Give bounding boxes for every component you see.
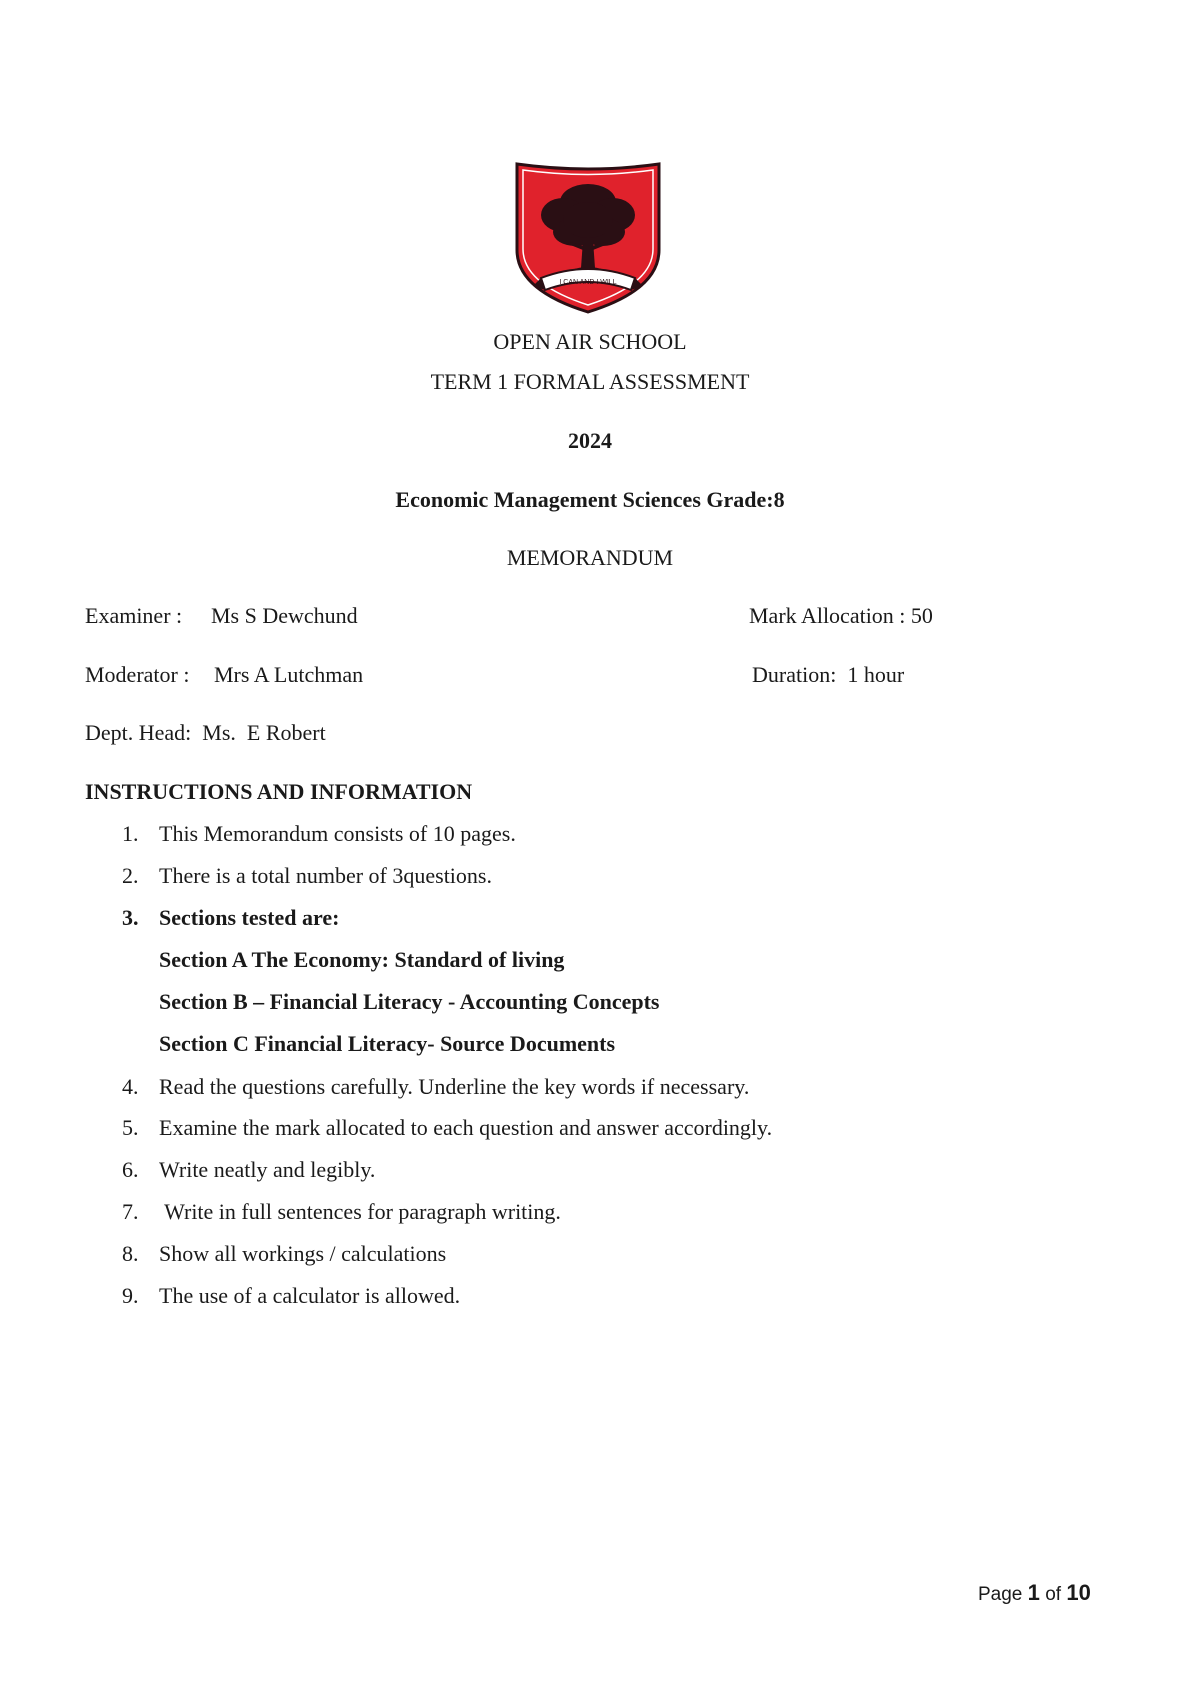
section-a: Section A The Economy: Standard of living (159, 947, 565, 972)
of-word: of (1045, 1584, 1062, 1605)
moderator-label: Moderator : (85, 662, 190, 687)
list-text: This Memorandum consists of 10 pages. (159, 821, 516, 846)
crest-motto: I CAN AND I WILL (559, 279, 617, 286)
list-text: Read the questions carefully. Underline the key words if necessary. (159, 1074, 750, 1099)
list-number: 2. (122, 863, 139, 888)
list-number: 8. (122, 1241, 139, 1266)
list-text: Show all workings / calculations (159, 1241, 447, 1266)
list-text: Write in full sentences for paragraph writing. (159, 1199, 561, 1224)
section-b: Section B – Financial Literacy - Accounting Concepts (159, 989, 660, 1014)
school-crest-icon (513, 160, 663, 315)
instructions-heading: INSTRUCTIONS AND INFORMATION (85, 779, 473, 804)
examiner-label: Examiner : (85, 603, 183, 628)
moderator-name: Mrs A Lutchman (214, 662, 364, 687)
list-text: Write neatly and legibly. (159, 1157, 376, 1182)
list-text: There is a total number of 3questions. (159, 863, 492, 888)
total-pages: 10 (1066, 1580, 1091, 1605)
list-number: 4. (122, 1074, 139, 1099)
page-number (978, 1581, 1091, 1607)
section-c: Section C Financial Literacy- Source Documents (159, 1031, 616, 1056)
page-word: Page (978, 1584, 1023, 1605)
assessment-title: TERM 1 FORMAL ASSESSMENT (430, 369, 750, 394)
document-type: MEMORANDUM (506, 545, 674, 570)
list-number: 3. (122, 905, 139, 930)
list-text: The use of a calculator is allowed. (159, 1283, 461, 1308)
list-text: Examine the mark allocated to each question and answer accordingly. (159, 1115, 773, 1140)
school-name: OPEN AIR SCHOOL (493, 329, 687, 354)
year: 2024 (568, 428, 612, 453)
list-text: Sections tested are: (159, 905, 340, 930)
list-number: 9. (122, 1283, 139, 1308)
duration: Duration: 1 hour (752, 662, 905, 687)
list-number: 1. (122, 821, 139, 846)
dept-head: Dept. Head: Ms. E Robert (85, 720, 326, 745)
current-page: 1 (1027, 1580, 1040, 1605)
mark-allocation: Mark Allocation : 50 (749, 603, 933, 628)
list-number: 5. (122, 1115, 139, 1140)
list-number: 6. (122, 1157, 139, 1182)
list-number: 7. (122, 1199, 139, 1224)
subject-title: Economic Management Sciences Grade:8 (395, 487, 785, 512)
examiner-name: Ms S Dewchund (211, 603, 358, 628)
